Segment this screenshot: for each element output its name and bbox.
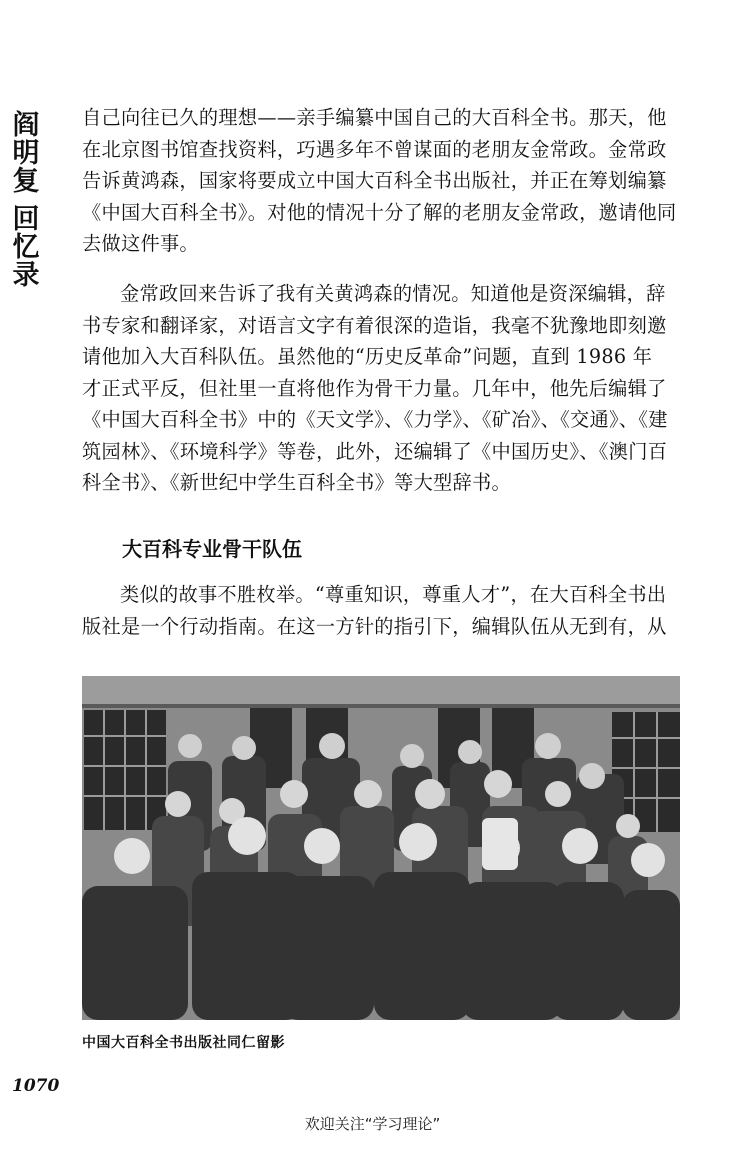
side-title-char: 明 xyxy=(12,138,40,169)
footer-note: 欢迎关注“学习理论” xyxy=(304,1115,441,1133)
text-line: 在北京图书馆查找资料，巧遇多年不曾谋面的老朋友金常政。金常政 xyxy=(82,137,667,161)
text-line: 版社是一个行动指南。在这一方针的指引下，编辑队伍从无到有，从 xyxy=(82,614,667,638)
text-line: 自己向往已久的理想——亲手编纂中国自己的大百科全书。那天，他 xyxy=(82,106,667,129)
paragraph-3 xyxy=(82,579,682,642)
text-line: 金常政回来告诉了我有关黄鸿森的情况。知道他是资深编辑，辞 xyxy=(120,282,666,305)
side-title-char: 回 xyxy=(12,204,40,235)
text-line: 《中国大百科全书》中的《天文学》、《力学》、《矿冶》、《交通》、《建 xyxy=(82,408,668,431)
group-photo-image xyxy=(82,676,680,1020)
side-title-char: 复 xyxy=(12,166,40,197)
paragraph-1 xyxy=(82,102,682,260)
photo-caption: 中国大百科全书出版社同仁留影 xyxy=(82,1035,285,1051)
text-line: 才正式平反，但社里一直将他作为骨干力量。几年中，他先后编辑了 xyxy=(82,376,667,400)
text-line: 请他加入大百科队伍。虽然他的“历史反革命”问题，直到 1986 年 xyxy=(82,345,653,368)
text-line: 科全书》、《新世纪中学生百科全书》等大型辞书。 xyxy=(82,471,512,494)
paragraph-2 xyxy=(82,278,682,499)
side-title-char: 录 xyxy=(12,260,40,291)
text-line: 《中国大百科全书》。对他的情况十分了解的老朋友金常政，邀请他同 xyxy=(82,200,677,224)
text-line: 去做这件事。 xyxy=(82,232,199,255)
page-number: 1070 xyxy=(12,1076,60,1096)
text-line: 书专家和翻译家，对语言文字有着很深的造诣，我毫不犹豫地即刻邀 xyxy=(82,313,667,337)
group-photo xyxy=(82,676,680,1020)
book-side-title xyxy=(6,112,46,290)
side-title-char: 忆 xyxy=(12,232,40,263)
side-title-char: 阎 xyxy=(12,110,40,141)
text-line: 筑园林》、《环境科学》等卷，此外，还编辑了《中国历史》、《澳门百 xyxy=(82,439,668,463)
text-line: 类似的故事不胜枚举。“尊重知识，尊重人才”，在大百科全书出 xyxy=(120,583,667,606)
section-heading: 大百科专业骨干队伍 xyxy=(122,537,302,561)
text-line: 告诉黄鸿森，国家将要成立中国大百科全书出版社，并正在筹划编纂 xyxy=(82,169,667,192)
